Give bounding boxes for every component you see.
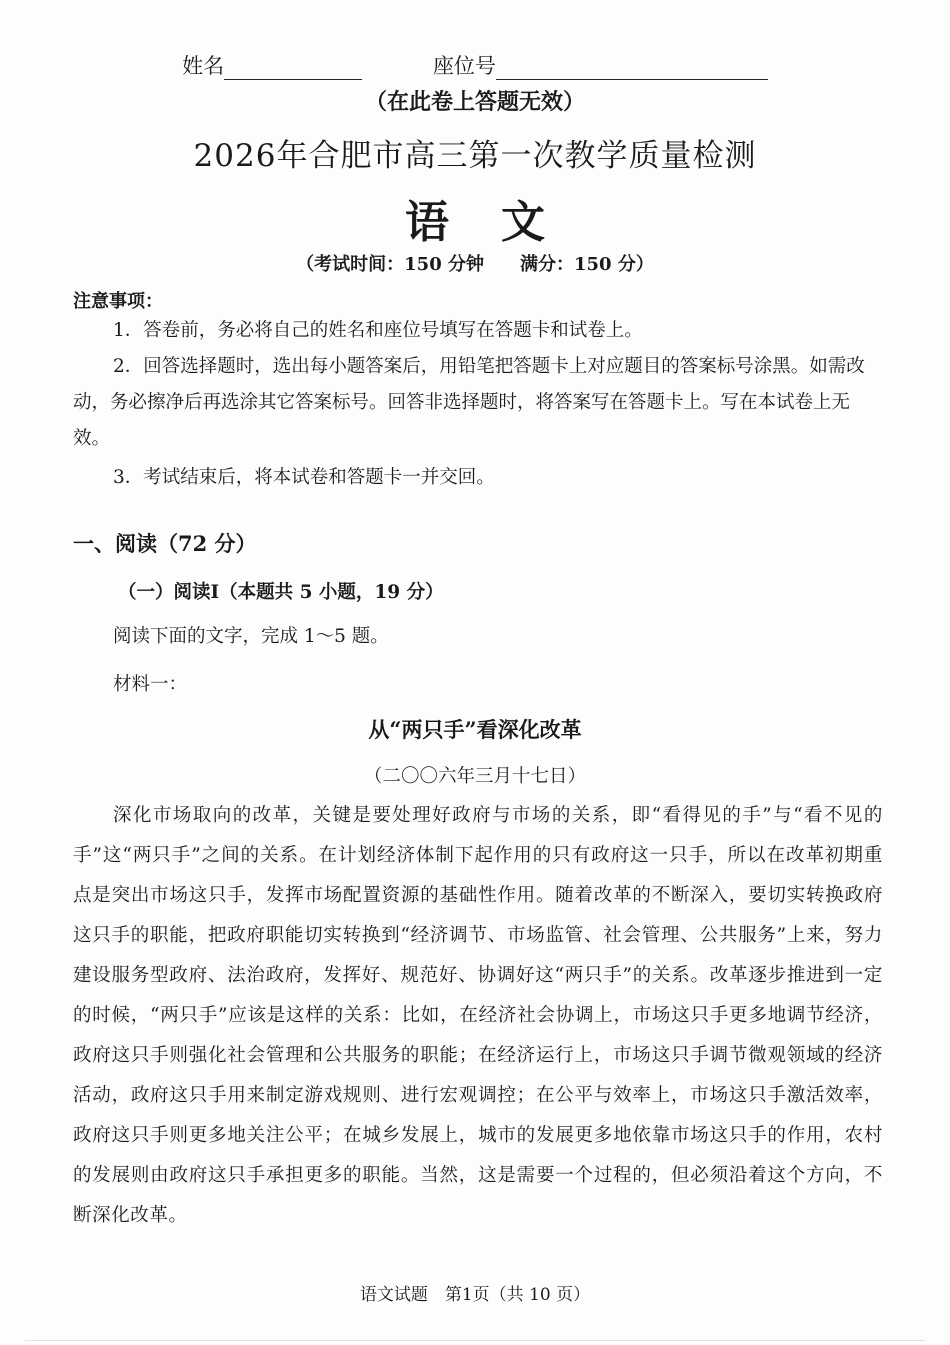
article-body: 深化市场取向的改革，关键是要处理好政府与市场的关系，即“看得见的手”与“看不见的手”这“两只手”之间的关系。在计划经济体制下起作用的只有政府这一只手，所以在改革初期重点是突出市场这只手，发挥市场配置资源的基础性作用。随着改革的不断深入，要切实转换政府这只手的职能，把政府职能切实转换到“经济调节、市场监管、社会管理、公共服务”上来，努力建设服务型政府、法治政府，发挥好、规范好、协调好这“两只手”的关系。改革逐步推进到一定的时候，“两只手”应该是这样的关系：比如，在经济社会协调上，市场这只手更多地调节经济，政府这只手则强化社会管理和公共服务的职能；在经济运行上，市场这只手调节微观领域的经济活动，政府这只手用来制定游戏规则、进行宏观调控；在公平与效率上，市场这只手激活效率，政府这只手则更多地关注公平；在城乡发展上，城市的发展更多地依靠市场这只手的作用，农村的发展则由政府这只手承担更多的职能。当然，这是需要一个过程的，但必须沿着这个方向，不断深化改革。: [73, 805, 883, 1226]
exam-score: 满分：150 分）: [520, 254, 654, 275]
exam-meta: [0, 250, 950, 276]
bottom-divider: [25, 1340, 925, 1341]
name-label: 姓名: [182, 54, 225, 78]
notice-heading: 注意事项：: [73, 291, 163, 312]
article-title: 从“两只手”看深化改革: [368, 717, 582, 742]
reading-instruction: 阅读下面的文字，完成 1～5 题。: [113, 626, 389, 647]
material-label: 材料一：: [113, 674, 188, 695]
name-blank[interactable]: [224, 57, 362, 80]
exam-title: 2026年合肥市高三第一次教学质量检测: [193, 138, 757, 174]
exam-time: （考试时间：150 分钟: [296, 254, 484, 275]
invalid-note: （在此卷上答题无效）: [364, 89, 585, 115]
notice-item-1: 1．答卷前，务必将自己的姓名和座位号填写在答题卡和试卷上。: [113, 320, 643, 341]
subject-title: 语文: [405, 197, 597, 248]
seat-blank[interactable]: [496, 57, 768, 80]
seat-label: 座位号: [432, 54, 496, 78]
name-field: [182, 50, 426, 80]
article-date: （二〇〇六年三月十七日）: [363, 766, 586, 787]
section-heading: 一、阅读（72 分）: [73, 531, 257, 556]
notice-item-3: 3．考试结束后，将本试卷和答题卡一并交回。: [113, 467, 495, 488]
seat-field: [433, 50, 768, 80]
candidate-info-line: [0, 50, 950, 80]
notice-item-2: 2．回答选择题时，选出每小题答案后，用铅笔把答题卡上对应题目的答案标号涂黑。如需改动，务必擦净后再选涂其它答案标号。回答非选择题时，将答案写在答题卡上。写在本试卷上无效。: [73, 356, 865, 449]
page-footer: 语文试题 第1页（共 10 页）: [359, 1285, 591, 1305]
subsection-heading: （一）阅读Ⅰ（本题共 5 小题，19 分）: [118, 582, 444, 603]
